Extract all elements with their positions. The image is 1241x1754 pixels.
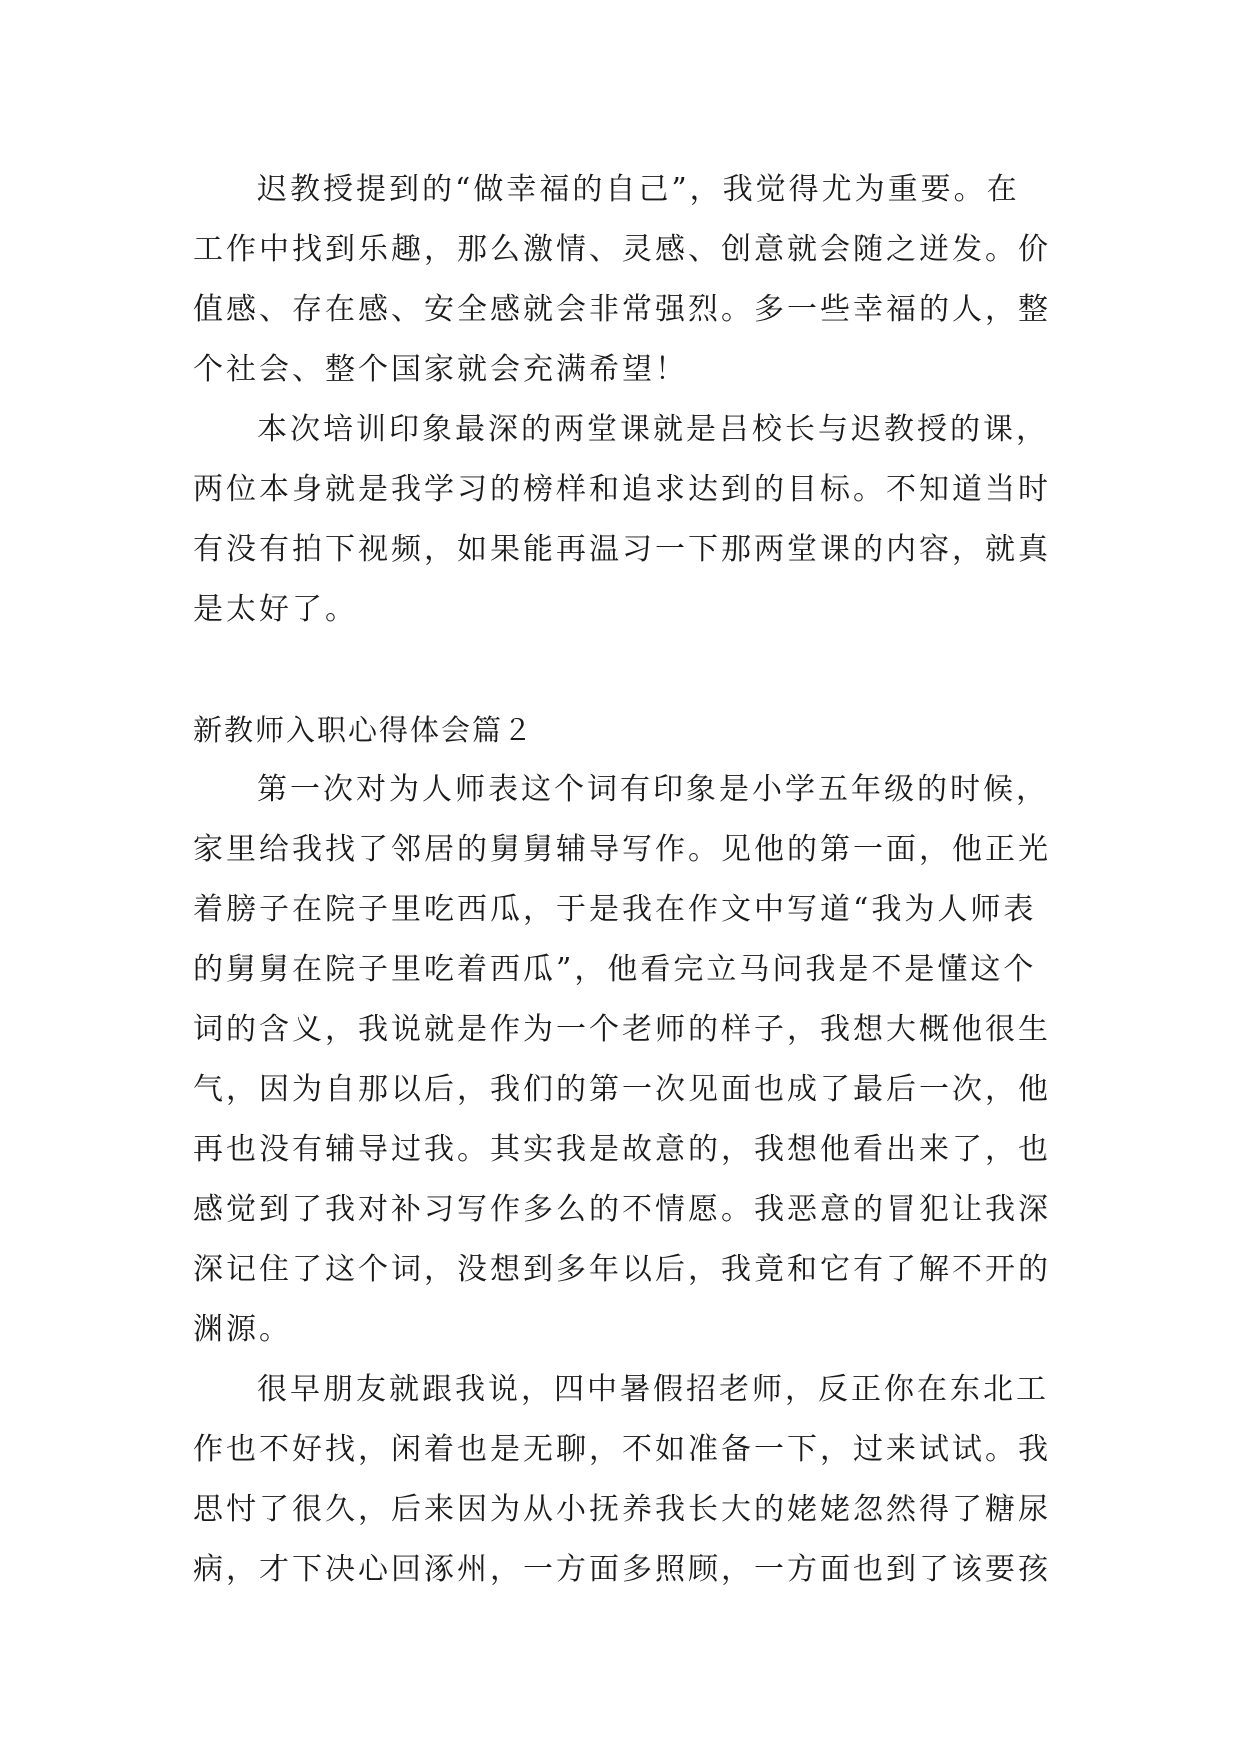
text-line: 病，才下决心回涿州，一方面多照顾，一方面也到了该要孩 [193, 1552, 1051, 1587]
text-line: 很早朋友就跟我说，四中暑假招老师，反正你在东北工 [257, 1372, 1049, 1407]
text-line: 第一次对为人师表这个词有印象是小学五年级的时候， [257, 772, 1049, 807]
text-line: 深记住了这个词，没想到多年以后，我竟和它有了解不开的 [193, 1252, 1051, 1287]
text-line: 再也没有辅导过我。其实我是故意的，我想他看出来了，也 [193, 1132, 1051, 1167]
text-line: 有没有拍下视频，如果能再温习一下那两堂课的内容，就真 [193, 532, 1051, 567]
text-line: 迟教授提到的“做幸福的自己”，我觉得尤为重要。在 [257, 172, 1020, 207]
text-line: 值感、存在感、安全感就会非常强烈。多一些幸福的人，整 [193, 292, 1051, 327]
text-line: 感觉到了我对补习写作多么的不情愿。我恶意的冒犯让我深 [193, 1192, 1051, 1227]
paragraph [193, 1360, 1053, 1600]
text-line: 渊源。 [193, 1312, 292, 1347]
paragraph [193, 400, 1053, 640]
text-line: 作也不好找，闲着也是无聊，不如准备一下，过来试试。我 [193, 1432, 1051, 1467]
text-line: 词的含义，我说就是作为一个老师的样子，我想大概他很生 [193, 1012, 1051, 1047]
paragraph [193, 760, 1053, 1360]
text-line: 思忖了很久，后来因为从小抚养我长大的姥姥忽然得了糖尿 [193, 1492, 1051, 1527]
text-line: 家里给我找了邻居的舅舅辅导写作。见他的第一面，他正光 [193, 832, 1051, 867]
text-line: 是太好了。 [193, 592, 358, 627]
text-line: 着膀子在院子里吃西瓜，于是我在作文中写道“我为人师表 [193, 892, 1037, 927]
paragraph [193, 160, 1053, 400]
text-line: 工作中找到乐趣，那么激情、灵感、创意就会随之迸发。价 [193, 232, 1051, 267]
section-heading: 新教师入职心得体会篇２ [193, 713, 535, 747]
text-line: 的舅舅在院子里吃着西瓜”，他看完立马问我是不是懂这个 [193, 952, 1037, 987]
section-spacer [193, 640, 1053, 700]
document-body [193, 160, 1053, 1600]
text-line: 本次培训印象最深的两堂课就是吕校长与迟教授的课， [257, 412, 1049, 447]
text-line: 气，因为自那以后，我们的第一次见面也成了最后一次，他 [193, 1072, 1051, 1107]
text-line: 个社会、整个国家就会充满希望！ [193, 352, 688, 387]
text-line: 两位本身就是我学习的榜样和追求达到的目标。不知道当时 [193, 472, 1051, 507]
